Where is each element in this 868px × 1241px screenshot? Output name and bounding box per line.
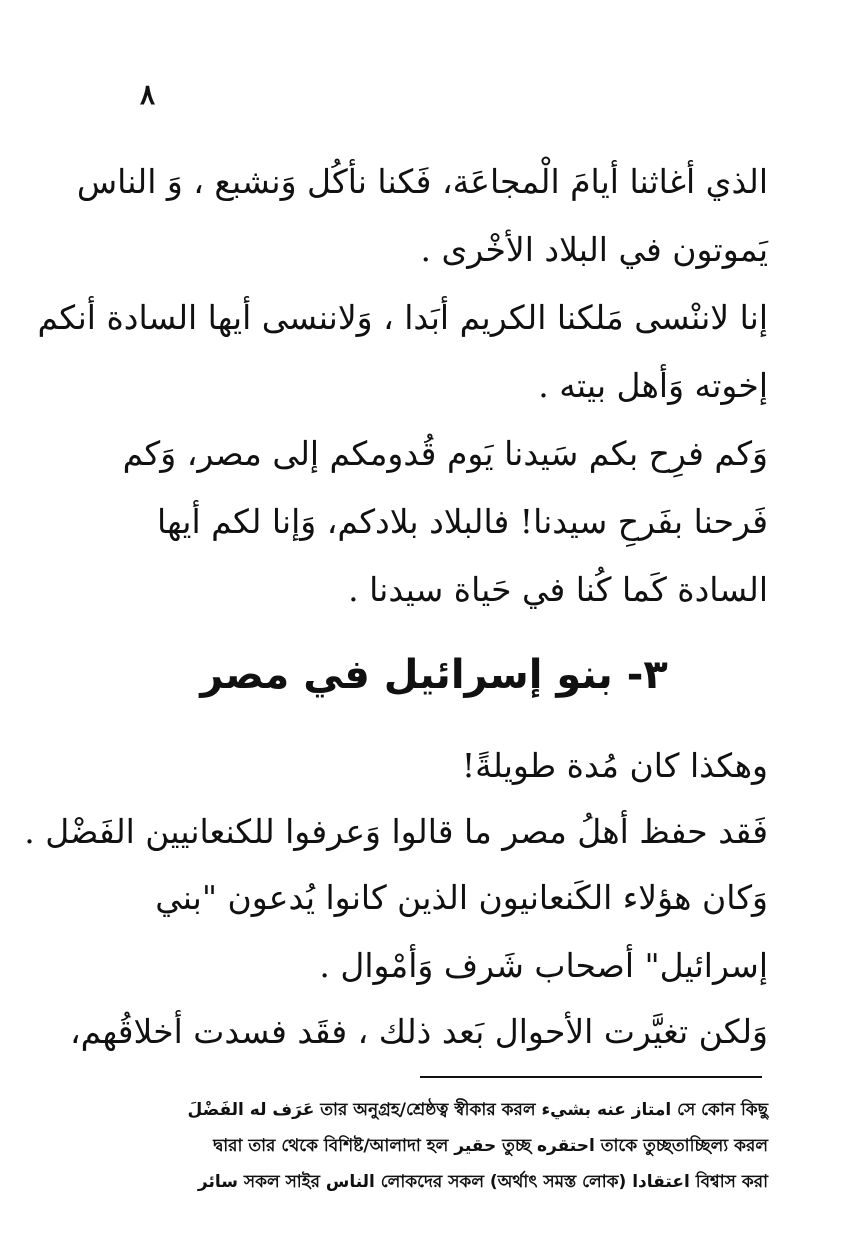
- paragraph-2: [37, 284, 768, 420]
- paragraph-7: [69, 998, 768, 1066]
- text-line: الذي أغاثنا أيامَ الْمجاعَة، فَكنا نأكُل وَنشبع ، وَ الناس: [76, 162, 768, 201]
- text-line: إسرائيل" أصحاب شَرف وَأمْوال .: [319, 946, 768, 985]
- footnote-line: سائر সকল সাইর الناس লোকদের সকল (অর্থাৎ সমস্ত লোক) اعتقادا বিশ্বাস করা: [197, 1172, 768, 1192]
- paragraph-4: [108, 732, 768, 800]
- text-line: وهكذا كان مُدة طويلةً!: [461, 746, 768, 785]
- paragraph-3: [108, 420, 768, 624]
- text-line: وَلكن تغيَّرت الأحوال بَعد ذلك ، فقَد فسدت أخلاقُهم،: [69, 1012, 768, 1051]
- text-line: وَكان هؤلاء الكَنعانيون الذين كانوا يُدعون "بني: [155, 878, 768, 917]
- paragraph-1: [76, 148, 768, 284]
- footnote-divider: [420, 1076, 762, 1078]
- footnote-line: দ্বারা তার থেকে বিশিষ্ট/আলাদা হল حقير তুচ্ছ احتقره তাকে তুচ্ছতাচ্ছিল্য করল: [213, 1136, 768, 1156]
- footnotes: [100, 1092, 768, 1200]
- section-heading: ٣- بنو إسرائيل في مصر: [200, 652, 668, 698]
- text-line: فَرحنا بفَرحِ سيدنا! فالبلاد بلادكم، وَإنا لكم أيها: [157, 502, 768, 541]
- text-line: إخوته وَأهل بيته .: [538, 366, 768, 405]
- page-number: ٨: [140, 78, 156, 111]
- text-line: يَموتون في البلاد الأخْرى .: [420, 230, 768, 269]
- paragraph-5: [24, 798, 768, 866]
- text-line: السادة كَما كُنا في حَياة سيدنا .: [348, 570, 768, 609]
- paragraph-6: [108, 864, 768, 1000]
- text-line: وَكم فرِح بكم سَيدنا يَوم قُدومكم إلى مصر، وَكم: [122, 434, 768, 473]
- text-line: إنا لاننْسى مَلكنا الكريم أبَدا ، وَلاننسى أيها السادة أنكم: [37, 298, 768, 337]
- footnote-line: عَرَف له الفَضْلَ তার অনুগ্রহ/শ্রেষ্ঠত্ব স্বীকার করল امتاز عنه بشيء সে কোন কিছু: [187, 1100, 768, 1120]
- text-line: فَقد حفظ أهلُ مصر ما قالوا وَعرفوا للكنعانيين الفَضْل .: [24, 812, 768, 851]
